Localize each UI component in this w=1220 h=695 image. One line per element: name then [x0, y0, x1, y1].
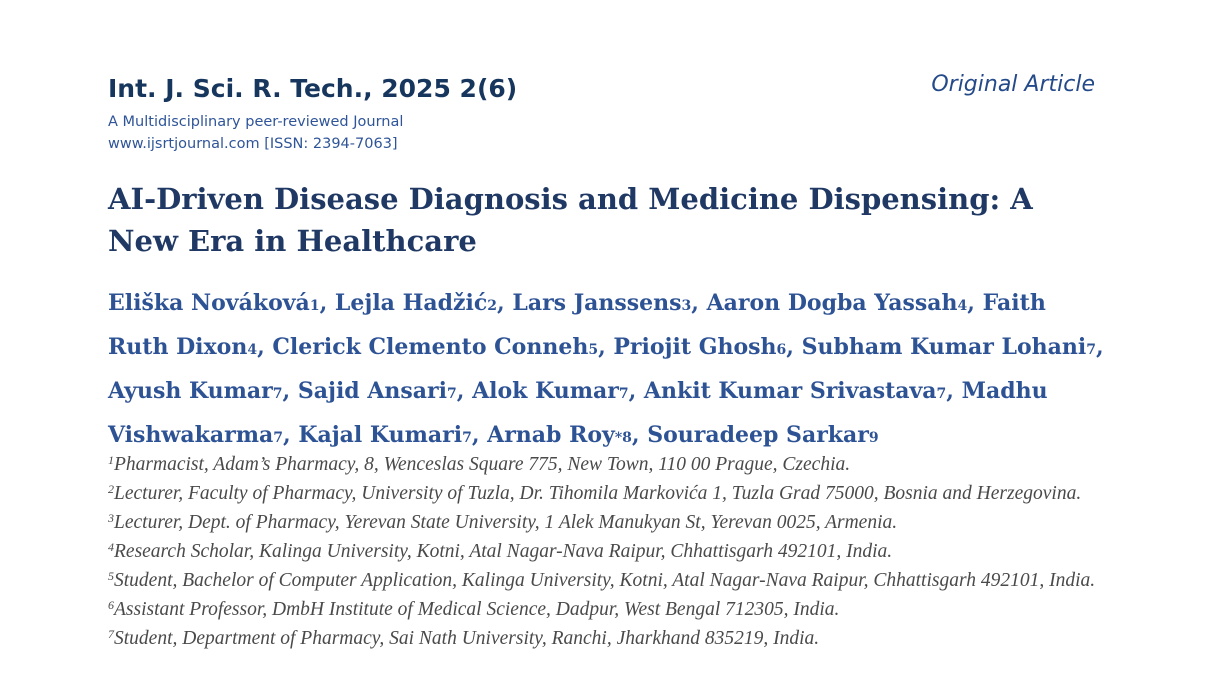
author-affiliation-marker: 7	[447, 386, 457, 402]
affiliation-text: Assistant Professor, DmbH Institute of Medical Science, Dadpur, West Bengal 712305, India.	[114, 599, 840, 620]
author-affiliation-marker: 7	[462, 430, 472, 446]
affiliation-number: 5	[108, 569, 114, 583]
author-affiliation-marker: 7	[272, 386, 283, 402]
author-name: Aaron Dogba Yassah	[706, 290, 958, 316]
affiliation-number: 4	[108, 540, 114, 554]
author-name: Sajid Ansari	[297, 378, 447, 404]
affiliation-text: Lecturer, Faculty of Pharmacy, University of Tuzla, Dr. Tihomila Markovića 1, Tuzla Grad 75000, Bosnia and Herzegovina.	[114, 483, 1082, 504]
author-name: Kajal Kumari	[298, 422, 463, 448]
affiliation-number: 1	[108, 453, 114, 467]
author-list: Eliška Nováková1, Lejla Hadžić2, Lars Janssens3, Aaron Dogba Yassah4, Faith Ruth Dixon4, Clerick Clemento Conneh5, Priojit Ghosh6, Subham Kumar Lohani7, Ayush Kumar7, Sajid Ansari7, Alok Kumar7, Ankit Kumar Srivastava7, Madhu Vishwakarma7, Kajal Kumari7, Arnab Roy*8, Souradeep Sarkar9	[108, 290, 1104, 448]
journal-website[interactable]: www.ijsrtjournal.com [ISSN: 2394-7063]	[108, 136, 398, 152]
author-name: Arnab Roy	[487, 422, 615, 448]
author-affiliation-marker: *8	[614, 430, 632, 446]
author-affiliation-marker: 2	[487, 298, 498, 314]
affiliation-item	[108, 508, 1098, 537]
author-affiliation-marker: 6	[776, 342, 787, 358]
author-name: Priojit Ghosh	[613, 334, 777, 360]
affiliation-item	[108, 450, 1098, 479]
affiliation-item	[108, 624, 1098, 653]
affiliation-list	[108, 450, 1098, 653]
affiliation-number: 6	[108, 598, 114, 612]
author-affiliation-marker: 9	[868, 430, 879, 446]
author-name: Madhu Vishwakarma	[108, 378, 1048, 448]
article-type-label: Original Article	[931, 72, 1095, 97]
author-name: Eliška Nováková	[108, 290, 310, 316]
author-name: Ayush Kumar	[108, 378, 273, 404]
author-affiliation-marker: 7	[273, 430, 283, 446]
affiliation-number: 7	[108, 627, 114, 641]
author-affiliation-marker: 1	[309, 298, 320, 314]
author-name: Clerick Clemento Conneh	[272, 334, 589, 360]
author-affiliation-marker: 4	[247, 342, 258, 358]
author-name: Subham Kumar Lohani	[801, 334, 1087, 360]
author-affiliation-marker: 7	[936, 386, 947, 402]
author-affiliation-marker: 7	[1086, 342, 1096, 358]
author-name: Souradeep Sarkar	[647, 422, 869, 448]
affiliation-item	[108, 595, 1098, 624]
journal-tagline: A Multidisciplinary peer-reviewed Journal	[108, 114, 404, 130]
author-name: Faith Ruth Dixon	[108, 290, 1046, 360]
affiliation-text: Lecturer, Dept. of Pharmacy, Yerevan State University, 1 Alek Manukyan St, Yerevan 0025, Armenia.	[114, 512, 898, 533]
author-affiliation-marker: 4	[957, 298, 968, 314]
author-affiliation-marker: 5	[588, 342, 599, 358]
affiliation-text: Student, Bachelor of Computer Application, Kalinga University, Kotni, Atal Nagar-Nava Raipur, Chhattisgarh 492101, India.	[114, 570, 1096, 591]
author-name: Lejla Hadžić	[334, 290, 488, 316]
affiliation-item	[108, 566, 1098, 595]
author-affiliation-marker: 3	[681, 298, 692, 314]
affiliation-text: Pharmacist, Adam’s Pharmacy, 8, Wenceslas Square 775, New Town, 110 00 Prague, Czechia.	[114, 454, 851, 475]
article-title: AI-Driven Disease Diagnosis and Medicine Dispensing: A New Era in Healthcare	[108, 182, 1033, 258]
journal-citation: Int. J. Sci. R. Tech., 2025 2(6)	[108, 74, 518, 103]
affiliation-item	[108, 537, 1098, 566]
author-name: Ankit Kumar Srivastava	[643, 378, 937, 404]
affiliation-number: 3	[108, 511, 114, 525]
affiliation-number: 2	[108, 482, 114, 496]
author-name: Alok Kumar	[472, 378, 619, 404]
affiliation-item	[108, 479, 1098, 508]
author-affiliation-marker: 7	[618, 386, 629, 402]
affiliation-text: Student, Department of Pharmacy, Sai Nath University, Ranchi, Jharkhand 835219, India.	[114, 628, 820, 649]
affiliation-text: Research Scholar, Kalinga University, Kotni, Atal Nagar-Nava Raipur, Chhattisgarh 492101, India.	[114, 541, 893, 562]
author-name: Lars Janssens	[512, 290, 682, 316]
